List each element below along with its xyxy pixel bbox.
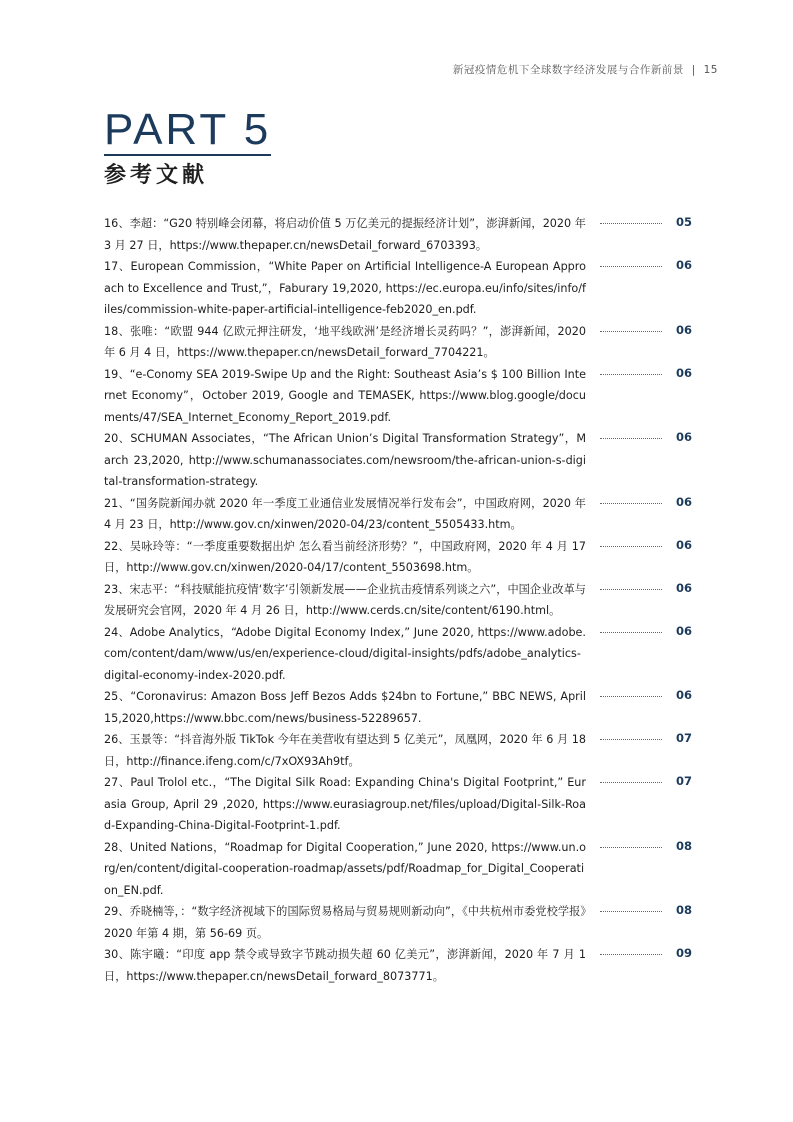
reference-item: [104, 321, 692, 364]
reference-text: 22、吴咏玲等：“一季度重要数据出炉 怎么看当前经济形势？”，中国政府网，2020 年 4 月 17 日，http://www.gov.cn/xinwen/2020-04/17/content_5503698.htm。: [104, 539, 586, 574]
leader-dots: [600, 374, 662, 375]
reference-page-number: 07: [676, 731, 693, 745]
reference-item: [104, 622, 692, 687]
reference-text: 30、陈宇曦：“印度 app 禁令或导致字节跳动损失超 60 亿美元”，澎湃新闻，2020 年 7 月 1 日，https://www.thepaper.cn/newsDetail_forward_8073771。: [104, 948, 586, 983]
leader-dots: [600, 739, 662, 740]
reference-item: [104, 729, 692, 772]
reference-item: [104, 364, 692, 429]
leader-dots: [600, 847, 662, 848]
reference-item: [104, 428, 692, 493]
reference-page-number: 06: [676, 258, 693, 272]
reference-page-number: 08: [676, 838, 693, 853]
reference-item: [104, 579, 692, 622]
reference-page-number: 06: [676, 688, 693, 702]
reference-item: [104, 772, 692, 837]
reference-text: 20、SCHUMAN Associates，“The African Union’s Digital Transformation Strategy”，March 23,2020, http://www.schumanassociates.com/newsroom/the-african-union-s-digital-transformation-strategy.: [104, 432, 586, 488]
reference-item: [104, 493, 692, 536]
reference-page-number: 06: [676, 623, 693, 638]
leader-dots: [600, 911, 662, 912]
reference-text: 21、“国务院新闻办就 2020 年一季度工业通信业发展情况举行发布会”，中国政府网，2020 年 4 月 23 日，http://www.gov.cn/xinwen/2020-04/23/content_5505433.htm。: [104, 496, 586, 531]
reference-text: 29、乔晓楠等，：“数字经济视域下的国际贸易格局与贸易规则新动向”，《中共杭州市委党校学报》2020 年第 4 期，第 56-69 页。: [104, 905, 586, 940]
leader-dots: [600, 503, 662, 504]
leader-dots: [600, 438, 662, 439]
leader-dots: [600, 223, 662, 224]
leader-dots: [600, 782, 662, 783]
leader-dots: [600, 696, 662, 697]
reference-page-number: 06: [676, 322, 693, 337]
reference-page-number: 06: [676, 580, 693, 595]
reference-text: 24、Adobe Analytics，“Adobe Digital Economy Index,” June 2020, https://www.adobe.com/content/dam/www/us/en/experience-cloud/digital-insights/pdfs/adobe_analytics-digital-economy-index-2020.pdf.: [104, 625, 586, 682]
reference-page-number: 07: [676, 774, 693, 788]
running-header: [453, 62, 718, 77]
header-separator: |: [691, 64, 696, 76]
reference-item: [104, 837, 692, 902]
reference-item: [104, 213, 692, 256]
reference-text: 19、“e-Conomy SEA 2019-Swipe Up and the Right: Southeast Asia’s $ 100 Billion Internet Economy”，October 2019, Google and TEMASEK, https://www.blog.google/documents/47/SEA_Internet_Economy_Report_2019.pdf.: [104, 367, 586, 424]
reference-item: [104, 901, 692, 944]
part-title: PART 5: [104, 105, 272, 154]
reference-list: [104, 213, 692, 987]
section-title: 参考文献: [104, 163, 209, 188]
reference-item: [104, 944, 692, 987]
reference-page-number: 05: [676, 215, 693, 229]
reference-text: 25、“Coronavirus: Amazon Boss Jeff Bezos Adds $24bn to Fortune,” BBC NEWS, April 15,2020,https://www.bbc.com/news/business-52289657.: [104, 690, 586, 725]
reference-page-number: 06: [676, 430, 693, 444]
header-title: 新冠疫情危机下全球数字经济发展与合作新前景: [452, 64, 684, 76]
reference-page-number: 06: [676, 537, 693, 552]
reference-text: 17、European Commission，“White Paper on Artificial Intelligence-A European Approach to Excellence and Trust,”，Faburary 19,2020, https://ec.europa.eu/info/sites/info/files/commission-white-paper-artificial-intelligence-feb2020_en.pdf.: [104, 260, 586, 316]
reference-text: 26、玉景等：“抖音海外版 TikTok 今年在美营收有望达到 5 亿美元”，凤凰网，2020 年 6 月 18 日，http://finance.ifeng.com/c/7xOX93Ah9tf。: [104, 733, 586, 768]
header-page-number: 15: [703, 64, 718, 76]
leader-dots: [600, 266, 662, 267]
reference-text: 18、张唯：“欧盟 944 亿欧元押注研发，‘地平线欧洲’是经济增长灵药吗？”，澎湃新闻，2020 年 6 月 4 日，https://www.thepaper.cn/newsDetail_forward_7704221。: [104, 324, 586, 359]
reference-item: [104, 536, 692, 579]
reference-page-number: 08: [676, 903, 693, 917]
reference-item: [104, 686, 692, 729]
reference-item: [104, 256, 692, 321]
reference-page-number: 09: [676, 946, 693, 960]
reference-text: 23、宋志平：“科技赋能抗疫情‘数字’引领新发展——企业抗击疫情系列谈之六”，中国企业改革与发展研究会官网，2020 年 4 月 26 日，http://www.cerds.cn/site/content/6190.html。: [104, 582, 586, 617]
reference-page-number: 06: [676, 365, 693, 380]
leader-dots: [600, 331, 662, 332]
reference-text: 28、United Nations，“Roadmap for Digital Cooperation,” June 2020, https://www.un.org/en/content/digital-cooperation-roadmap/assets/pdf/Roadmap_for_Digital_Cooperation_EN.pdf.: [104, 840, 586, 897]
reference-text: 16、李超：“G20 特别峰会闭幕，将启动价值 5 万亿美元的提振经济计划”，澎湃新闻，2020 年 3 月 27 日，https://www.thepaper.cn/newsDetail_forward_6703393。: [104, 217, 586, 252]
leader-dots: [600, 546, 662, 547]
leader-dots: [600, 632, 662, 633]
leader-dots: [600, 954, 662, 955]
leader-dots: [600, 589, 662, 590]
reference-page-number: 06: [676, 494, 693, 509]
reference-text: 27、Paul Trolol etc.，“The Digital Silk Road: Expanding China's Digital Footprint,” Eurasia Group, April 29 ,2020, https://www.eurasiagroup.net/files/upload/Digital-Silk-Road-Expanding-China-Digital-Footprint-1.pdf.: [104, 776, 586, 832]
